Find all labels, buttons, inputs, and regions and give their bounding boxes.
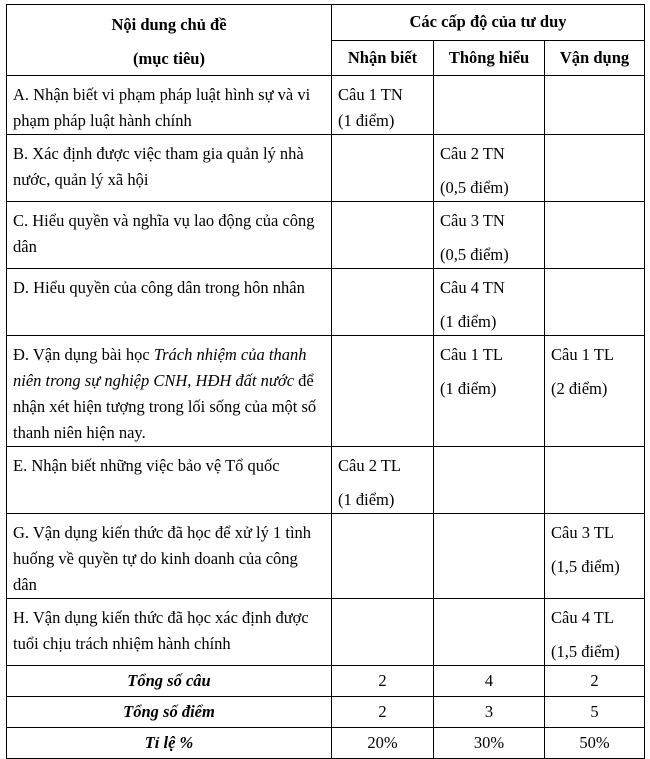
topic-cell: B. Xác định được việc tham gia quản lý nhà nước, quản lý xã hội [7,135,332,202]
cell-nhan-biet [332,135,434,202]
topic-cell [7,336,332,447]
summary-label: Tổng số điểm [7,697,332,728]
summary-nhan-biet: 2 [332,697,434,728]
summary-van-dung: 5 [545,697,645,728]
cell-nhan-biet [332,76,434,135]
topic-cell: G. Vận dụng kiến thức đã học để xử lý 1 tình huống về quyền tự do kinh doanh của công dân [7,514,332,599]
topic-header [7,5,332,76]
level-nhan-biet: Nhận biết [332,40,434,76]
level-thong-hieu: Thông hiểu [434,40,545,76]
summary-thong-hieu: 30% [434,728,545,759]
points-label: (1 điểm) [440,379,497,398]
question-label: Câu 2 TN [440,144,505,163]
matrix-container [6,4,645,759]
cell-nhan-biet [332,336,434,447]
topic-cell: D. Hiểu quyền của công dân trong hôn nhân [7,269,332,336]
points-label: (0,5 điểm) [440,245,509,264]
question-label: Câu 2 TL [338,456,401,475]
summary-nhan-biet: 20% [332,728,434,759]
points-label: (1,5 điểm) [551,642,620,661]
topic-header-line2: (mục tiêu) [133,49,205,68]
cell-nhan-biet [332,599,434,666]
cell-nhan-biet [332,447,434,514]
cell-thong-hieu [434,269,545,336]
cell-thong-hieu [434,599,545,666]
cell-thong-hieu [434,336,545,447]
question-label: Câu 1 TL [440,345,503,364]
table-row-b [7,135,645,202]
summary-row-total-questions [7,666,645,697]
cell-van-dung [545,135,645,202]
question-label: Câu 3 TN [440,211,505,230]
points-label: (0,5 điểm) [440,178,509,197]
table-row-h [7,599,645,666]
summary-row-percentage [7,728,645,759]
cell-van-dung [545,599,645,666]
summary-thong-hieu: 3 [434,697,545,728]
header-row-1 [7,5,645,41]
summary-thong-hieu: 4 [434,666,545,697]
summary-label: Tổng số câu [7,666,332,697]
topic-cell: H. Vận dụng kiến thức đã học xác định được tuổi chịu trách nhiệm hành chính [7,599,332,666]
table-row-d [7,269,645,336]
topic-text: Đ. Vận dụng bài học [13,345,154,364]
summary-van-dung: 2 [545,666,645,697]
topic-cell: C. Hiểu quyền và nghĩa vụ lao động của công dân [7,202,332,269]
cell-nhan-biet [332,269,434,336]
topic-lesson-title: Trách nhiệm của thanh niên trong sự nghiệp CNH, HĐH đất nước [13,345,307,390]
exam-matrix-table [6,4,645,759]
summary-label: Tỉ lệ % [7,728,332,759]
cell-nhan-biet [332,202,434,269]
table-row-e [7,447,645,514]
question-label: Câu 4 TL [551,608,614,627]
table-row-a [7,76,645,135]
cell-van-dung [545,76,645,135]
cell-thong-hieu [434,135,545,202]
points-label: (1 điểm) [338,111,395,130]
summary-row-total-points [7,697,645,728]
question-label: Câu 1 TN [338,85,403,104]
cell-thong-hieu [434,202,545,269]
cell-thong-hieu [434,447,545,514]
topic-text-end: để nhận xét hiện tượng trong lối sống của một số thanh niên hiện nay. [13,371,317,442]
topic-cell: E. Nhận biết những việc bảo vệ Tổ quốc [7,447,332,514]
question-label: Câu 4 TN [440,278,505,297]
cell-van-dung [545,269,645,336]
table-row-g [7,514,645,599]
level-van-dung: Vận dụng [545,40,645,76]
cell-nhan-biet [332,514,434,599]
table-row-c [7,202,645,269]
cell-van-dung [545,336,645,447]
cell-van-dung [545,202,645,269]
topic-header-line1: Nội dung chủ đề [111,15,227,34]
summary-nhan-biet: 2 [332,666,434,697]
cell-thong-hieu [434,514,545,599]
levels-title: Các cấp độ của tư duy [332,5,645,41]
cell-van-dung [545,514,645,599]
cell-thong-hieu [434,76,545,135]
points-label: (1,5 điểm) [551,557,620,576]
question-label: Câu 1 TL [551,345,614,364]
topic-cell: A. Nhận biết vi phạm pháp luật hình sự và vi phạm pháp luật hành chính [7,76,332,135]
points-label: (1 điểm) [440,312,497,331]
question-label: Câu 3 TL [551,523,614,542]
points-label: (1 điểm) [338,490,395,509]
points-label: (2 điểm) [551,379,608,398]
summary-van-dung: 50% [545,728,645,759]
table-row-dd [7,336,645,447]
cell-van-dung [545,447,645,514]
